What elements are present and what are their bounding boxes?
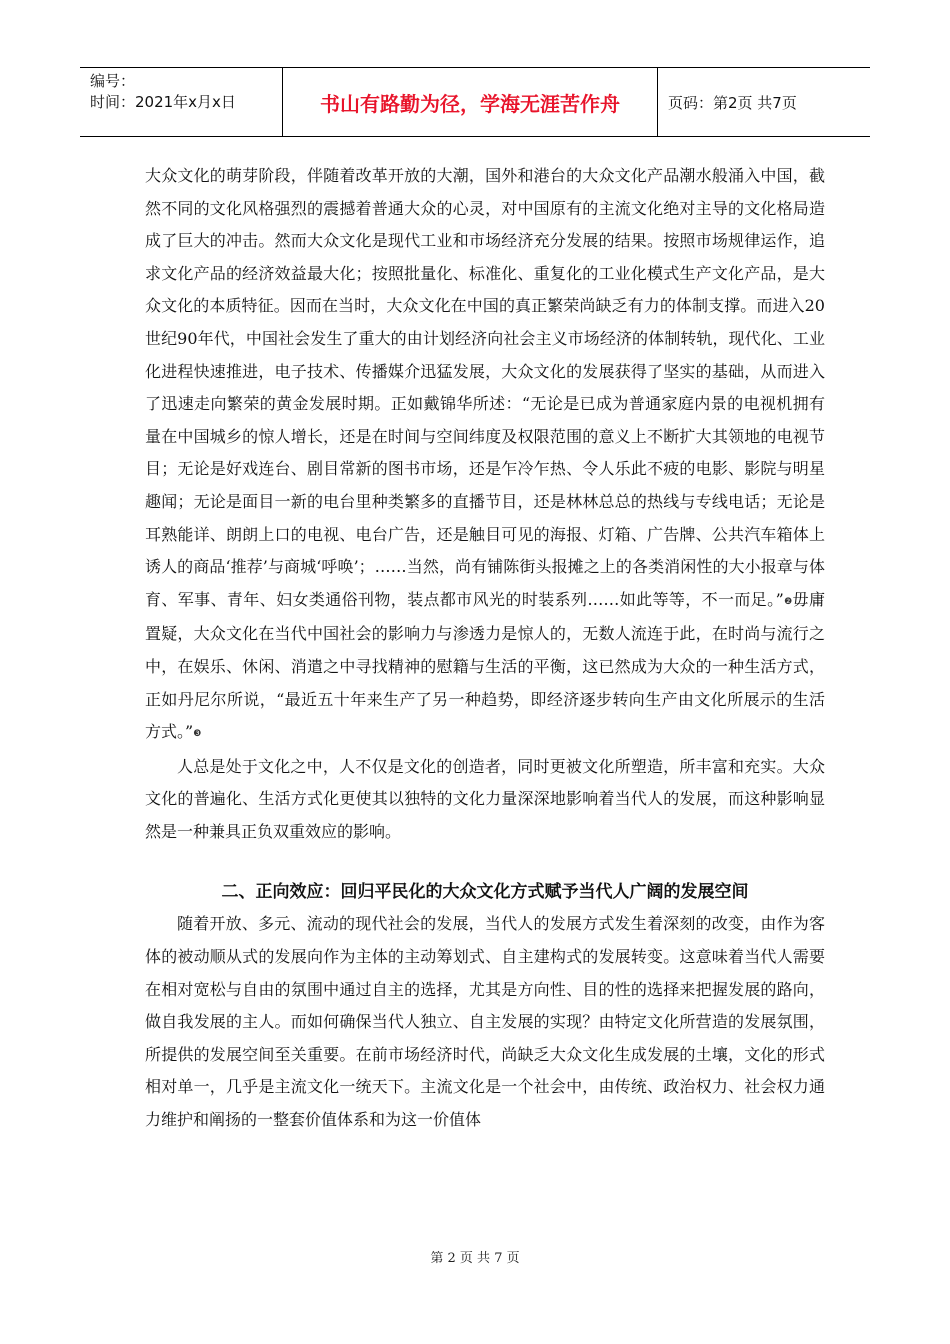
page-header: [80, 67, 870, 137]
paragraph-3: 随着开放、多元、流动的现代社会的发展，当代人的发展方式发生着深刻的改变，由作为客体的被动顺从式的发展向作为主体的主动筹划式、自主建构式的发展转变。这意味着当代人需要在相对宽松与自由的氛围中通过自主的选择，尤其是方向性、目的性的选择来把握发展的路向，做自我发展的主人。而如何确保当代人独立、自主发展的实现？由特定文化所营造的发展氛围，所提供的发展空间至关重要。在前市场经济时代，尚缺乏大众文化生成发展的土壤，文化的形式相对单一，几乎是主流文化一统天下。主流文化是一个社会中，由传统、政治权力、社会权力通力维护和阐扬的一整套价值体系和为这一价值体: [145, 914, 825, 1130]
header-motto: 书山有路勤为径，学海无涯苦作舟: [283, 68, 658, 136]
header-page-label: 页码：第2页 共7页: [668, 93, 797, 112]
document-body: [145, 160, 825, 1137]
paragraph-1: [145, 160, 825, 751]
paragraph-1-text-b: 毋庸置疑，大众文化在当代中国社会的影响力与渗透力是惊人的，无数人流连于此，在时尚与流行之中，在娱乐、休闲、消遣之中寻找精神的慰籍与生活的平衡，这已然成为大众的一种生活方式，正如丹尼尔所说，“最近五十年来生产了另一种趋势，即经济逐步转向生产由文化所展示的生活方式。”: [145, 589, 825, 742]
page-footer: 第 2 页 共 7 页: [430, 1251, 520, 1266]
footnote-marker-icon: ❸: [193, 729, 202, 740]
footnote-marker-icon: ❷: [783, 596, 793, 607]
section-heading: 二、正向效应：回归平民化的大众文化方式赋予当代人广阔的发展空间: [221, 882, 749, 903]
serial-label: 编号：: [90, 72, 136, 90]
paragraph-2: 人总是处于文化之中，人不仅是文化的创造者，同时更被文化所塑造，所丰富和充实。大众文化的普遍化、生活方式化更使其以独特的文化力量深深地影响着当代人的发展，而这种影响显然是一种兼具正负双重效应的影响。: [145, 756, 825, 841]
paragraph-1-text-a: 大众文化的萌芽阶段，伴随着改革开放的大潮，国外和港台的大众文化产品潮水般涌入中国，截然不同的文化风格强烈的震撼着普通大众的心灵，对中国原有的主流文化绝对主导的文化格局造成了巨大的冲击。然而大众文化是现代工业和市场经济充分发展的结果。按照市场规律运作，追求文化产品的经济效益最大化；按照批量化、标准化、重复化的工业化模式生产文化产品，是大众文化的本质特征。因而在当时，大众文化在中国的真正繁荣尚缺乏有力的体制支撑。而进入20世纪90年代，中国社会发生了重大的由计划经济向社会主义市场经济的体制转轨，现代化、工业化进程快速推进，电子技术、传播媒介迅猛发展，大众文化的发展获得了坚实的基础，从而进入了迅速走向繁荣的黄金发展时期。正如戴锦华所述：“无论是已成为普通家庭内景的电视机拥有量在中国城乡的惊人增长，还是在时间与空间纬度及权限范围的意义上不断扩大其领地的电视节目；无论是好戏连台、剧目常新的图书市场，还是乍冷乍热、令人乐此不疲的电影、影院与明星趣闻；无论是面目一新的电台里种类繁多的直播节目，还是林林总总的热线与专线电话；无论是耳熟能详、朗朗上口的电视、电台广告，还是触目可见的海报、灯箱、广告牌、公共汽车箱体上诱人的商品‘推荐’与商城‘呼唤’；……当然，尚有铺陈街头报摊之上的各类消闲性的大小报章与体育、军事、青年、妇女类通俗刊物，装点都市风光的时装系列……如此等等，不一而足。”: [145, 166, 825, 609]
header-meta: [80, 68, 283, 136]
date-label: 时间：2021年x月x日: [90, 93, 236, 111]
